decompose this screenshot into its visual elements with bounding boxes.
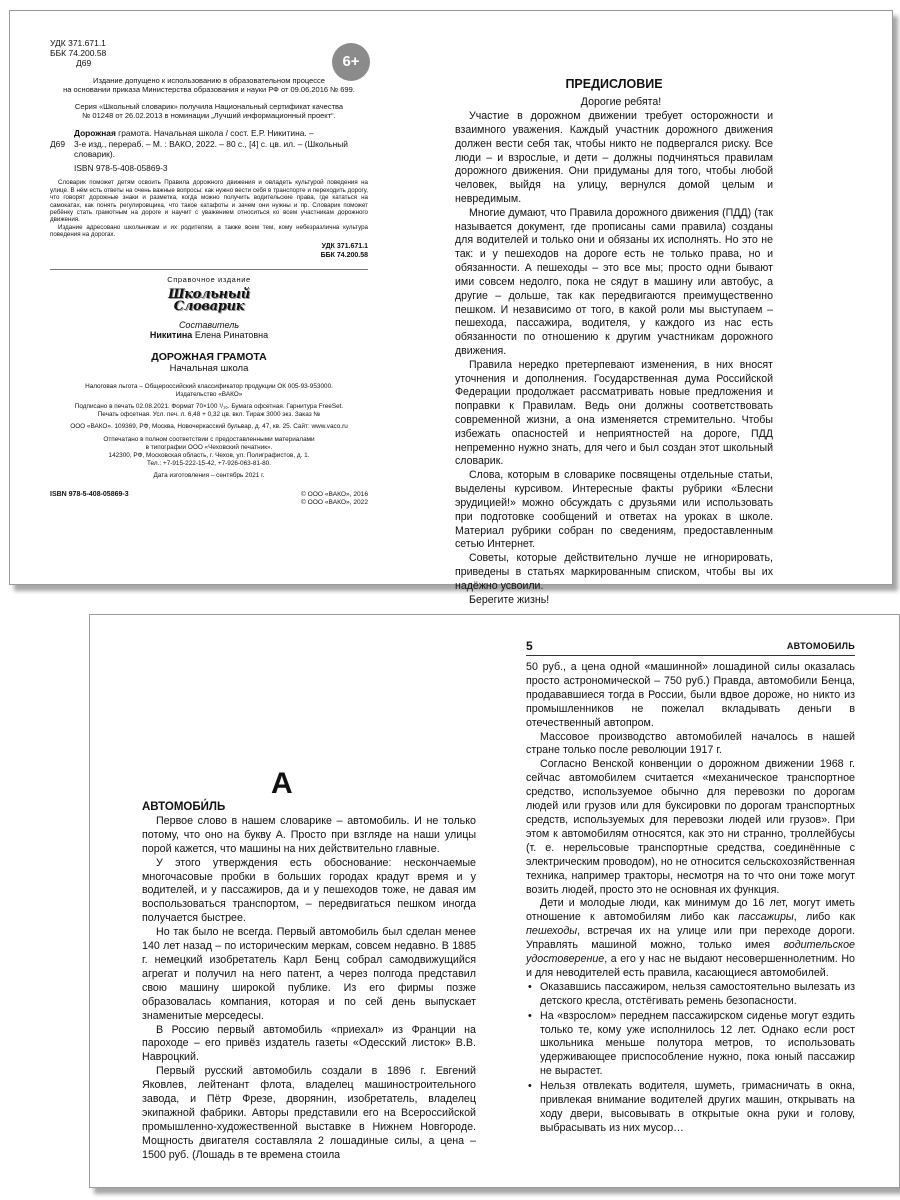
- compiler-given-name: Елена Ринатовна: [192, 330, 269, 341]
- text-run: , встречая их на улице или при переходе дороги. Управлять машиной можно, только имея: [526, 925, 855, 952]
- classification-codes: [50, 39, 368, 68]
- preface-paragraph: Советы, которые действительно лучше не игнорировать, приведены в статьях маркированным списком, чтобы вы их надёжно усвоили.: [455, 552, 773, 592]
- dictionary-entry: [142, 800, 476, 1163]
- bbk-code: ББК 74.200.58: [50, 47, 107, 58]
- reference-edition-label: Справочное издание: [167, 275, 251, 285]
- top-spread: [9, 10, 893, 606]
- imprint-footer: [50, 491, 368, 508]
- bib-title-bold: Дорожная: [74, 128, 116, 139]
- copyright-1: © ООО «ВАКО», 2016: [300, 490, 368, 498]
- bib-isbn: ISBN 978-5-408-05869-3: [74, 163, 168, 174]
- continuation-paragraph: Согласно Венской конвенции о дорожном движении 1968 г. сейчас автомобилем считается «механическое транспортное средство, используемое обычно для перевозки по дорогам людей или грузов или для буксировки по дорогам транспортных средств, используемых для перевозки людей или грузов». При этом к автомобилям относятся, как это ни странно, троллейбусы (т. е. нерельсовые транспортные средства, соединённые с электрическим проводом), но не относится сельскохозяйственная техника, например тракторы, несмотря на то что они тоже могут возить людей, просто это не основная их функция.: [526, 758, 855, 896]
- preface-title: ПРЕДИСЛОВИЕ: [565, 77, 663, 91]
- entry-paragraph: Первое слово в нашем словарике – автомобиль. И не только потому, что оно на букву А. Просто при взгляде на наши улицы порой кажется, что машины на них действительно главные.: [142, 814, 476, 855]
- list-item: • Нельзя отвлекать водителя, шуметь, гримасничать в окна, привлекая внимание водителей других машин, открывать на ходу двери, высовывать в открытые окна руки и голову, выбрасывать из них мусор…: [540, 1080, 855, 1136]
- udk-right: УДК 371.671.1: [321, 242, 368, 250]
- divider: [50, 269, 368, 270]
- term-passengers: пассажиры: [738, 911, 794, 924]
- printed-line-2: в типографии ООО «Чеховский печатник».: [145, 443, 273, 451]
- text-run: , а его у нас не выдают несовершеннолетним. Но и для неводителей есть правила, касающиеся автомобилей.: [526, 953, 855, 979]
- publisher-line: Издательство «ВАКО»: [175, 390, 243, 398]
- bbk-right: ББК 74.200.58: [320, 251, 368, 259]
- bib-edition: 3-е изд., перераб. – М. : ВАКО, 2022. – 80 с., [4] с. цв. ил. – (Школьный словарик).: [74, 138, 348, 159]
- copyright: [301, 491, 368, 508]
- bibliographic-record: [50, 128, 368, 173]
- continuation-paragraph: Массовое производство автомобилей началось в нашей стране только после революции 1917 г.: [526, 730, 855, 757]
- running-header: [526, 639, 855, 656]
- compiler-surname: Никитина: [149, 330, 193, 341]
- text-run: , либо как: [793, 911, 855, 924]
- printed-line-3: 142300, РФ, Московская область, г. Чехов, ул. Полиграфистов, д. 1.: [108, 451, 310, 459]
- rules-list: [526, 981, 855, 1136]
- bib-title-rest: грамота. Начальная школа / сост. Е.Р. Никитина. –: [115, 128, 314, 139]
- annotation-2: Издание адресовано школьникам и их родителям, а также всем тем, кому небезразлична культура поведения на дорогах.: [50, 223, 368, 239]
- logo-line-1: Школьный: [168, 287, 250, 303]
- book-subtitle: Начальная школа: [169, 363, 249, 375]
- term-pedestrians: пешеходы: [526, 925, 578, 938]
- author-mark: Д69: [76, 57, 92, 68]
- isbn-bottom: ISBN 978-5-408-05869-3: [50, 490, 129, 498]
- page-number: 5: [526, 639, 533, 653]
- right-codes: [50, 243, 368, 261]
- entry-paragraph: Но так было не всегда. Первый автомобиль был сделан менее 140 лет назад – по историческим меркам, совсем недавно. В 1885 г. немецкий изобретатель Карл Бенц собрал самодвижущийся агрегат и получил на него патент, а через полгода представил свою машину широкой публике. Из его фирмы позже образовалась компания, которая и по сей день выпускает знаменитые мерседесы.: [142, 926, 476, 1022]
- series-logo: [50, 289, 368, 314]
- preface-closing: Берегите жизнь!: [469, 593, 550, 606]
- print-line-2: Печать офсетная. Усл. печ. л. 6,48 + 0,32 цв. вкл. Тираж 3000 экз. Заказ №: [97, 411, 321, 419]
- imprint-page: [50, 39, 368, 508]
- preface-paragraph: Правила нередко претерпевают изменения, в них вносят уточнения и дополнения. Государственная дума Российской Федерации продолжает рассматривать новые предложения и поправки к Правилам. Ведь они должны соответствовать современной жизни, а она изменяется стремительно. Чтобы избежать опасностей и неприятностей на дороге, ПДД непременно нужно знать, для чего и был создан этот школьный словарик.: [455, 358, 773, 468]
- text-run: Дети и молодые люди, как минимум до 16 лет, могут иметь отношение к автомобилям либо как: [526, 897, 855, 924]
- entry-headword: АВТОМОБИ́ЛЬ: [142, 801, 226, 813]
- continuation-paragraph: [526, 897, 855, 980]
- book-title: ДОРОЖНАЯ ГРАМОТА: [151, 351, 267, 364]
- entry-continuation: [526, 661, 855, 1137]
- preface-greeting: Дорогие ребята!: [580, 96, 662, 109]
- printed-line-1: Отпечатано в полном соответствии с предоставленными материалами: [103, 435, 315, 443]
- annotation-1: Словарик поможет детям освоить Правила дорожного движения и овладеть культурой поведения на улице. В нём есть ответы на очень важные вопросы: как нужно вести себя в транспорте и переходить дорогу, что говорят дорожные знаки и разметка, когда можно получить водительские права, где кататься на самокатах, как понять регулировщика, что такое катафоты и зачем они нужны и пр. Словарик поможет ребёнку стать грамотным на дороге и научит с уважением относиться ко всем участникам дорожного движения.: [50, 179, 368, 224]
- entry-paragraph: У этого утверждения есть обоснование: нескончаемые многочасовые пробки в больших городах крадут время и у водителей, и у пассажиров, да и у пешеходов тоже, не давая им воспользоваться транспортом, – передвигаться пешком иногда получается быстрее.: [142, 856, 476, 925]
- list-item: • Оказавшись пассажиром, нельзя самостоятельно вылезать из детского кресла, отстёгивать ремень безопасности.: [540, 981, 855, 1009]
- udk-code: УДК 371.671.1: [50, 38, 106, 48]
- compiler-name: [50, 330, 368, 341]
- compiler-label: Составитель: [178, 319, 240, 330]
- entry-paragraph: Первый русский автомобиль создали в 1896 г. Евгений Яковлев, лейтенант флота, владелец машиностроительного завода, и Пётр Фрезе, дворянин, изобретатель, владелец экипажной фабрики. Авторы представили его на Всероссийской промышленно-художественной выставке в Нижнем Новгороде. Мощность двигателя составляла 2 лошадиные силы, а цена – 1500 руб. (Лошадь в те времена стоила: [142, 1065, 476, 1161]
- copyright-2: © ООО «ВАКО», 2022: [300, 499, 368, 507]
- series-line-2: № 01248 от 26.02.2013 в номинации „Лучший информационный проект“.: [82, 111, 336, 121]
- entry-paragraph: В Россию первый автомобиль «приехал» из Франции на пароходе – его привёз издатель газеты «Одесский листок» В.В. Навроцкий.: [142, 1023, 476, 1064]
- bottom-spread: [89, 614, 900, 1188]
- tax-line: Налоговая льгота – Общероссийский классификатор продукции ОК 005-93-953000.: [85, 382, 333, 390]
- section-letter: А: [271, 767, 293, 800]
- made-date: Дата изготовления – сентябрь 2021 г.: [153, 472, 265, 480]
- logo-line-2: Словарик: [173, 299, 245, 315]
- series-line-1: Серия «Школьный словарик» получила Национальный сертификат качества: [74, 102, 344, 112]
- address-line: ООО «ВАКО». 109369, РФ, Москва, Новочеркасский бульвар, д. 47, кв. 25. Сайт: www.vaco.ru: [70, 423, 348, 431]
- list-item: • На «взрослом» переднем пассажирском сиденье могут ездить только те, кому уже исполнилось 12 лет. Однако если рост школьника меньше полутора метров, то использовать удерживающее приспособление нужно, пока юный пассажир не вырастет.: [540, 1010, 855, 1080]
- print-line-1: Подписано в печать 02.08.2021. Формат 70×100 ¹/₁₆. Бумага офсетная. Гарнитура FreeSet.: [74, 403, 344, 410]
- preface-paragraph: Слова, которым в словарике посвящены отдельные статьи, выделены курсивом. Интересные факты рубрики «Блесни эрудицией!» можно обсуждать с друзьями или использовать при подготовке сообщений и ответах на уроках в школе. Материал рубрики собран по сведениям, предоставленным сетью Интернет.: [455, 469, 773, 551]
- bib-code: Д69: [50, 138, 65, 149]
- preface-paragraph: Многие думают, что Правила дорожного движения (ПДД) (так называется документ, где прописаны сами правила) созданы для водителей и только они и обязаны их исполнять. Но это не так: и у пешеходов на дороге есть не только права, но и обязанности. А пешеходы – это все мы; просто одни бывают ими совсем недолго, пока не сядут в машину или автобус, а другие – дольше, так как передвигаются преимущественно пешком. И независимо от того, в какой роли мы выступаем – пешехода, пассажира, водителя, у каждого из нас есть обязанности по отношению к другим участникам дорожного движения.: [455, 206, 773, 357]
- continuation-paragraph: 50 руб., а цена одной «машинной» лошадиной силы оказалась просто астрономической – 750 руб.) Правда, автомобили Бенца, продававшиеся тогда в России, были вдвое дороже, но никто из промышленников не пожелал вкладывать деньги в отечественный автопром.: [526, 661, 855, 729]
- running-title: АВТОМОБИЛЬ: [786, 641, 855, 651]
- approval-line-1: Издание допущено к использованию в образовательном процессе: [93, 76, 325, 86]
- term-license: водительское удостоверение: [526, 939, 855, 966]
- age-rating-badge: 6+: [332, 43, 370, 81]
- preface-paragraph: Участие в дорожном движении требует осторожности и взаимного уважения. Каждый участник дорожного движения должен вести себя так, чтобы никто не подвергался риску. Все люди – и взрослые, и дети – должны подчиняться правилам дорожного движения. Они придуманы для того, чтобы любой человек, выйдя на улицу, вернулся домой целым и невредимым.: [455, 110, 773, 205]
- printed-line-4: Тел.: +7-915-222-15-42, +7-926-063-81-80.: [147, 460, 271, 468]
- approval-line-2: на основании приказа Министерства образования и науки РФ от 09.06.2016 № 699.: [63, 85, 355, 95]
- preface-page: [455, 76, 773, 607]
